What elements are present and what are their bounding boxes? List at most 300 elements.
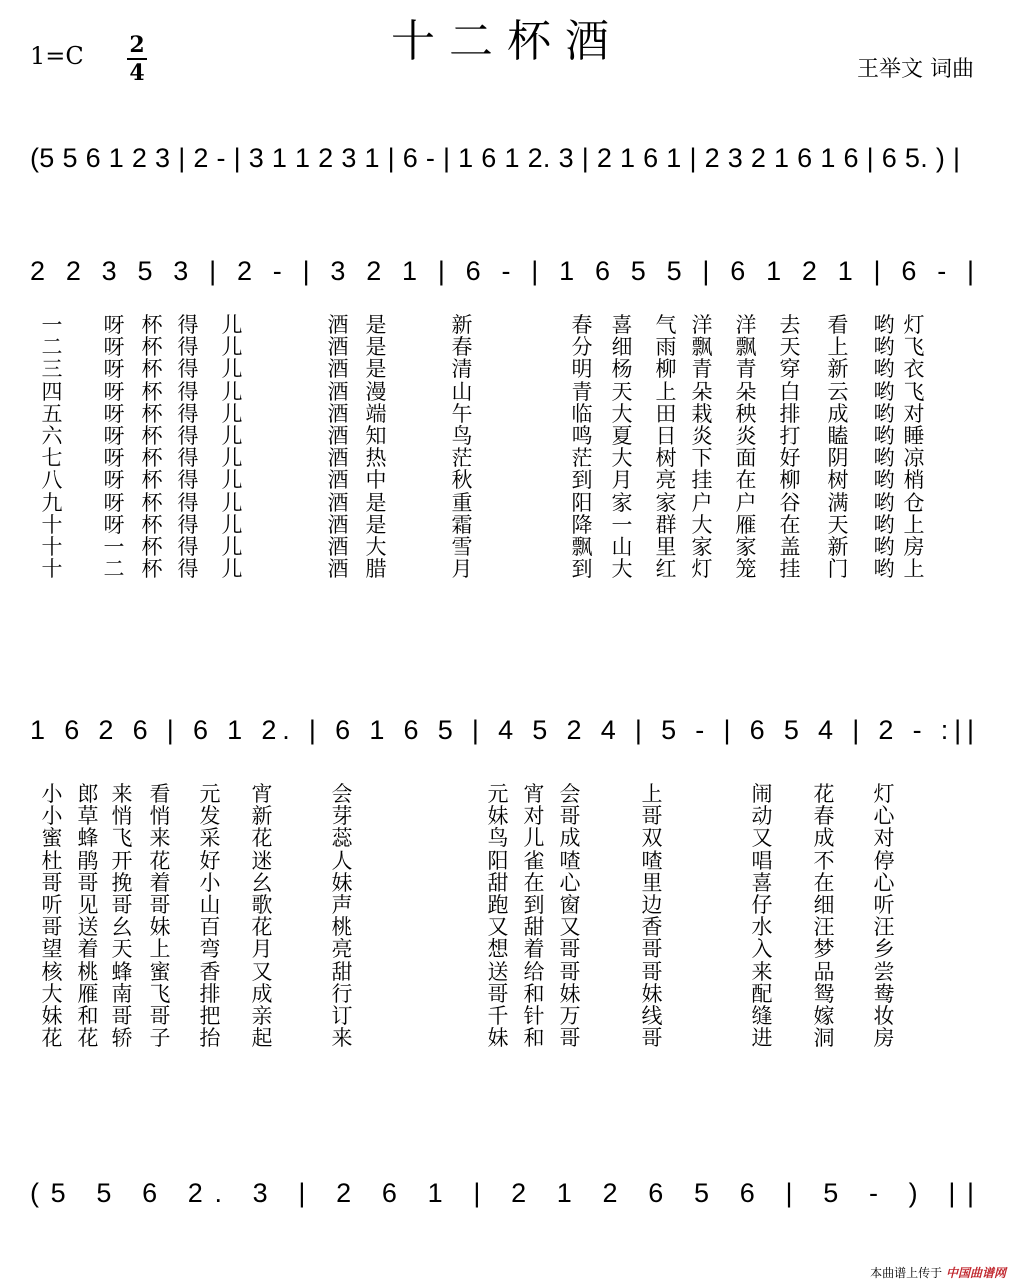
lyric-char: 蜜 bbox=[41, 826, 63, 851]
lyric-char: 桃 bbox=[77, 959, 99, 984]
lyric-char: 杯 bbox=[141, 423, 163, 448]
lyric-char: 春 bbox=[451, 335, 473, 360]
lyric-char: 面 bbox=[735, 446, 757, 471]
lyric-char: 谷 bbox=[779, 490, 801, 515]
lyric-char: 酒 bbox=[327, 468, 349, 493]
lyric-char: 妹 bbox=[559, 981, 581, 1006]
lyric-char: 雨 bbox=[655, 335, 677, 360]
lyric-char: 来 bbox=[751, 959, 773, 984]
lyric-char: 仔 bbox=[751, 892, 773, 917]
lyric-char: 成 bbox=[813, 826, 835, 851]
lyric-char: 得 bbox=[177, 401, 199, 426]
lyric-char: 喜 bbox=[751, 870, 773, 895]
lyric-char: 是 bbox=[365, 335, 387, 360]
lyric-char: 飞 bbox=[111, 826, 133, 851]
lyric-char: 睡 bbox=[903, 423, 925, 448]
lyric-char: 一 bbox=[41, 313, 63, 337]
lyric-char: 幺 bbox=[111, 915, 133, 940]
lyric-char: 着 bbox=[149, 870, 171, 895]
lyric-char: 在 bbox=[779, 512, 801, 537]
lyric-char: 妹 bbox=[487, 1026, 509, 1051]
lyric-char: 哟 bbox=[873, 534, 895, 559]
lyric-char: 窗 bbox=[559, 892, 581, 917]
lyric-char: 开 bbox=[111, 848, 133, 873]
lyric-char: 霜 bbox=[451, 512, 473, 537]
lyric-char: 在 bbox=[523, 870, 545, 895]
lyric-char: 心 bbox=[873, 804, 895, 829]
lyric-char: 降 bbox=[571, 512, 593, 537]
lyric-char: 对 bbox=[873, 826, 895, 851]
notation-line-2-text: 2 2 3 5 3 | 2 - | 3 2 1 | 6 - | 1 6 5 5 | 6 1 2 1 | 6 - | bbox=[30, 256, 975, 286]
lyric-char: 下 bbox=[691, 446, 713, 471]
lyric-char: 新 bbox=[827, 534, 849, 559]
lyric-char: 哥 bbox=[41, 915, 63, 940]
lyric-line bbox=[30, 536, 930, 558]
lyric-char: 树 bbox=[827, 468, 849, 493]
lyric-char: 妹 bbox=[331, 870, 353, 895]
key-signature: 1=C bbox=[30, 42, 84, 70]
lyric-char: 天 bbox=[111, 937, 133, 962]
lyric-char: 山 bbox=[199, 892, 221, 917]
lyric-char: 哟 bbox=[873, 557, 895, 582]
source-footer bbox=[870, 1264, 1006, 1281]
notation-line-1-svg bbox=[30, 133, 984, 179]
lyric-char: 儿 bbox=[221, 512, 243, 537]
lyric-char: 看 bbox=[827, 313, 849, 337]
time-signature-bottom: 4 bbox=[129, 60, 145, 86]
lyric-char: 又 bbox=[751, 826, 773, 851]
lyric-char: 杯 bbox=[141, 534, 163, 559]
lyric-char: 里 bbox=[655, 534, 677, 559]
lyric-char: 又 bbox=[559, 915, 581, 940]
lyric-char: 呀 bbox=[103, 357, 125, 382]
lyric-char: 到 bbox=[523, 892, 545, 917]
lyric-char: 飞 bbox=[903, 379, 925, 404]
lyric-char: 南 bbox=[111, 981, 133, 1006]
lyric-char: 鸟 bbox=[487, 826, 509, 851]
lyric-char: 花 bbox=[77, 1026, 99, 1051]
lyric-char: 大 bbox=[365, 534, 387, 559]
lyric-char: 成 bbox=[251, 981, 273, 1006]
lyric-char: 郎 bbox=[77, 782, 99, 806]
lyric-char: 来 bbox=[149, 826, 171, 851]
lyric-char: 树 bbox=[655, 446, 677, 471]
lyric-char: 上 bbox=[641, 782, 663, 806]
lyric-char: 哥 bbox=[641, 959, 663, 984]
lyric-char: 家 bbox=[611, 490, 633, 515]
lyric-char: 去 bbox=[779, 313, 801, 337]
lyric-char: 五 bbox=[41, 401, 63, 426]
lyric-char: 哥 bbox=[641, 937, 663, 962]
lyric-char: 鸳 bbox=[813, 981, 835, 1006]
lyric-char: 亮 bbox=[655, 468, 677, 493]
lyric-char: 好 bbox=[779, 446, 801, 471]
lyric-char: 雁 bbox=[735, 512, 757, 537]
lyric-char: 呀 bbox=[103, 335, 125, 360]
lyric-char: 上 bbox=[903, 512, 925, 537]
lyric-char: 炎 bbox=[691, 423, 713, 448]
lyric-char: 天 bbox=[827, 512, 849, 537]
lyric-char: 哟 bbox=[873, 379, 895, 404]
lyric-line bbox=[30, 1027, 930, 1049]
lyric-char: 呀 bbox=[103, 313, 125, 337]
lyric-line bbox=[30, 492, 930, 514]
lyric-char: 酒 bbox=[327, 335, 349, 360]
lyric-char: 杨 bbox=[611, 357, 633, 382]
lyric-char: 细 bbox=[611, 335, 633, 360]
lyric-char: 着 bbox=[77, 937, 99, 962]
lyric-char: 儿 bbox=[221, 401, 243, 426]
lyric-char: 四 bbox=[41, 379, 63, 404]
lyric-char: 汪 bbox=[873, 915, 895, 940]
lyric-char: 杯 bbox=[141, 357, 163, 382]
lyric-char: 心 bbox=[873, 870, 895, 895]
lyric-char: 缝 bbox=[751, 1003, 773, 1028]
lyric-char: 鸟 bbox=[451, 423, 473, 448]
lyric-char: 灯 bbox=[873, 782, 895, 806]
lyric-line bbox=[30, 983, 930, 1005]
lyric-char: 二 bbox=[41, 335, 63, 360]
lyric-char: 笼 bbox=[735, 557, 757, 582]
lyric-char: 又 bbox=[251, 959, 273, 984]
lyric-line bbox=[30, 447, 930, 469]
lyric-char: 送 bbox=[77, 915, 99, 940]
lyric-char: 妹 bbox=[487, 804, 509, 829]
lyric-char: 六 bbox=[41, 423, 63, 448]
lyric-char: 酒 bbox=[327, 534, 349, 559]
lyric-char: 仓 bbox=[903, 490, 925, 515]
lyric-char: 盖 bbox=[779, 534, 801, 559]
lyric-char: 对 bbox=[523, 804, 545, 829]
author-credit: 王举文 词曲 bbox=[857, 57, 974, 82]
lyric-char: 家 bbox=[655, 490, 677, 515]
footer-brand-logo[interactable]: 中国曲谱网 bbox=[945, 1266, 1006, 1280]
lyric-char: 凉 bbox=[903, 446, 925, 471]
lyric-char: 挂 bbox=[779, 557, 801, 582]
lyric-char: 起 bbox=[251, 1026, 273, 1051]
lyric-char: 得 bbox=[177, 490, 199, 515]
lyric-char: 夏 bbox=[611, 423, 633, 448]
lyric-char: 十 bbox=[41, 512, 63, 537]
lyric-char: 花 bbox=[251, 915, 273, 940]
lyric-char: 订 bbox=[331, 1003, 353, 1028]
lyric-char: 洞 bbox=[813, 1026, 835, 1051]
lyric-char: 热 bbox=[365, 446, 387, 471]
lyric-char: 人 bbox=[331, 848, 353, 873]
lyric-char: 迷 bbox=[251, 848, 273, 873]
lyric-line bbox=[30, 336, 930, 358]
lyric-char: 千 bbox=[487, 1003, 509, 1028]
lyric-char: 雪 bbox=[451, 534, 473, 559]
lyric-char: 得 bbox=[177, 512, 199, 537]
lyric-char: 甜 bbox=[331, 959, 353, 984]
lyric-char: 是 bbox=[365, 490, 387, 515]
lyric-char: 酒 bbox=[327, 379, 349, 404]
lyric-char: 梦 bbox=[813, 937, 835, 962]
lyric-char: 月 bbox=[451, 557, 473, 582]
lyric-char: 送 bbox=[487, 959, 509, 984]
lyric-char: 上 bbox=[655, 379, 677, 404]
lyric-char: 草 bbox=[77, 804, 99, 829]
lyric-char: 阳 bbox=[487, 848, 509, 873]
lyric-char: 进 bbox=[751, 1026, 773, 1051]
lyric-char: 小 bbox=[199, 870, 221, 895]
lyric-char: 雀 bbox=[523, 848, 545, 873]
lyric-char: 呀 bbox=[103, 423, 125, 448]
notation-line-2 bbox=[30, 246, 984, 292]
lyric-char: 对 bbox=[903, 401, 925, 426]
lyric-char: 呀 bbox=[103, 446, 125, 471]
lyric-char: 蜜 bbox=[149, 959, 171, 984]
notation-line-1 bbox=[30, 133, 984, 179]
lyric-line bbox=[30, 514, 930, 536]
lyric-char: 悄 bbox=[149, 804, 171, 829]
lyric-char: 哟 bbox=[873, 468, 895, 493]
lyric-char: 望 bbox=[41, 937, 63, 962]
lyric-char: 哟 bbox=[873, 490, 895, 515]
lyric-line bbox=[30, 1005, 930, 1027]
lyric-char: 唱 bbox=[751, 848, 773, 873]
lyric-char: 来 bbox=[111, 782, 133, 806]
lyric-char: 线 bbox=[641, 1003, 663, 1028]
lyric-char: 杯 bbox=[141, 379, 163, 404]
lyric-char: 新 bbox=[451, 313, 473, 337]
lyric-char: 到 bbox=[571, 468, 593, 493]
lyric-char: 飘 bbox=[691, 335, 713, 360]
lyric-char: 秧 bbox=[735, 401, 757, 426]
lyric-char: 春 bbox=[813, 804, 835, 829]
lyric-char: 清 bbox=[451, 357, 473, 382]
lyric-char: 不 bbox=[813, 848, 835, 873]
lyrics-verse-1 bbox=[30, 314, 930, 580]
lyric-char: 得 bbox=[177, 534, 199, 559]
lyric-char: 午 bbox=[451, 401, 473, 426]
lyric-char: 芽 bbox=[331, 804, 353, 829]
lyric-char: 花 bbox=[149, 848, 171, 873]
lyric-line bbox=[30, 938, 930, 960]
lyric-char: 是 bbox=[365, 313, 387, 337]
lyric-char: 儿 bbox=[221, 423, 243, 448]
lyric-char: 天 bbox=[779, 335, 801, 360]
lyric-char: 鸣 bbox=[571, 423, 593, 448]
lyric-char: 杯 bbox=[141, 468, 163, 493]
lyric-line bbox=[30, 850, 930, 872]
notation-line-3-svg bbox=[30, 705, 984, 751]
lyric-char: 呀 bbox=[103, 490, 125, 515]
lyric-char: 得 bbox=[177, 379, 199, 404]
lyric-char: 哥 bbox=[77, 870, 99, 895]
lyric-char: 酒 bbox=[327, 512, 349, 537]
lyric-char: 嫁 bbox=[813, 1003, 835, 1028]
lyric-char: 中 bbox=[365, 468, 387, 493]
notation-line-3 bbox=[30, 705, 984, 751]
lyric-char: 春 bbox=[571, 313, 593, 337]
lyric-char: 飘 bbox=[735, 335, 757, 360]
lyric-char: 家 bbox=[691, 534, 713, 559]
lyric-char: 洋 bbox=[735, 313, 757, 337]
lyric-char: 户 bbox=[735, 490, 757, 515]
lyric-char: 哥 bbox=[111, 1003, 133, 1028]
lyric-char: 亮 bbox=[331, 937, 353, 962]
lyric-char: 核 bbox=[41, 959, 63, 984]
lyric-char: 得 bbox=[177, 313, 199, 337]
lyric-char: 灯 bbox=[691, 557, 713, 582]
lyric-char: 蜂 bbox=[77, 826, 99, 851]
lyric-char: 田 bbox=[655, 401, 677, 426]
lyric-char: 百 bbox=[199, 915, 221, 940]
lyric-char: 上 bbox=[903, 557, 925, 582]
lyric-char: 儿 bbox=[221, 446, 243, 471]
lyric-char: 悄 bbox=[111, 804, 133, 829]
lyric-char: 呀 bbox=[103, 379, 125, 404]
lyric-char: 看 bbox=[149, 782, 171, 806]
lyric-char: 好 bbox=[199, 848, 221, 873]
lyric-char: 朵 bbox=[735, 379, 757, 404]
time-signature bbox=[127, 34, 147, 84]
song-title: 十二杯酒 bbox=[391, 16, 623, 67]
lyric-char: 哥 bbox=[487, 981, 509, 1006]
lyric-char: 杯 bbox=[141, 401, 163, 426]
lyric-char: 儿 bbox=[221, 313, 243, 337]
lyric-char: 万 bbox=[559, 1003, 581, 1028]
lyric-char: 酒 bbox=[327, 490, 349, 515]
lyric-char: 在 bbox=[735, 468, 757, 493]
lyric-char: 得 bbox=[177, 468, 199, 493]
lyric-char: 呀 bbox=[103, 468, 125, 493]
lyric-line bbox=[30, 358, 930, 380]
lyric-char: 飘 bbox=[571, 534, 593, 559]
lyric-char: 打 bbox=[779, 423, 801, 448]
lyric-char: 酒 bbox=[327, 401, 349, 426]
lyric-char: 入 bbox=[751, 937, 773, 962]
lyric-char: 声 bbox=[331, 892, 353, 917]
lyric-char: 大 bbox=[611, 446, 633, 471]
lyric-char: 得 bbox=[177, 423, 199, 448]
lyric-char: 动 bbox=[751, 804, 773, 829]
notation-line-2-svg bbox=[30, 246, 984, 292]
lyric-char: 分 bbox=[571, 335, 593, 360]
lyric-char: 里 bbox=[641, 870, 663, 895]
lyric-char: 把 bbox=[199, 1003, 221, 1028]
lyric-char: 妹 bbox=[149, 915, 171, 940]
lyric-char: 哥 bbox=[641, 1026, 663, 1051]
lyric-char: 得 bbox=[177, 557, 199, 582]
lyric-char: 穿 bbox=[779, 357, 801, 382]
lyric-char: 杯 bbox=[141, 512, 163, 537]
lyric-char: 满 bbox=[827, 490, 849, 515]
lyric-char: 哥 bbox=[641, 804, 663, 829]
lyric-char: 是 bbox=[365, 357, 387, 382]
lyric-char: 新 bbox=[251, 804, 273, 829]
lyric-char: 在 bbox=[813, 870, 835, 895]
lyric-char: 呀 bbox=[103, 401, 125, 426]
lyric-char: 房 bbox=[873, 1026, 895, 1051]
lyric-char: 妆 bbox=[873, 1003, 895, 1028]
lyric-char: 家 bbox=[735, 534, 757, 559]
lyric-char: 甜 bbox=[523, 915, 545, 940]
lyric-char: 得 bbox=[177, 446, 199, 471]
lyric-char: 想 bbox=[487, 937, 509, 962]
lyric-char: 停 bbox=[873, 848, 895, 873]
lyric-char: 端 bbox=[365, 401, 387, 426]
lyric-char: 腊 bbox=[365, 557, 387, 582]
lyric-char: 蕊 bbox=[331, 826, 353, 851]
lyric-char: 云 bbox=[827, 379, 849, 404]
lyric-char: 得 bbox=[177, 335, 199, 360]
lyric-char: 儿 bbox=[221, 379, 243, 404]
lyric-char: 柳 bbox=[779, 468, 801, 493]
lyric-char: 哥 bbox=[149, 1003, 171, 1028]
lyric-char: 大 bbox=[41, 981, 63, 1006]
lyric-char: 幺 bbox=[251, 870, 273, 895]
lyric-char: 亲 bbox=[251, 1003, 273, 1028]
lyric-char: 门 bbox=[827, 557, 849, 582]
lyric-char: 配 bbox=[751, 981, 773, 1006]
lyric-line bbox=[30, 314, 930, 336]
lyric-char: 双 bbox=[641, 826, 663, 851]
lyric-char: 茫 bbox=[571, 446, 593, 471]
lyric-char: 群 bbox=[655, 512, 677, 537]
lyric-char: 发 bbox=[199, 804, 221, 829]
lyric-char: 飞 bbox=[149, 981, 171, 1006]
lyric-char: 临 bbox=[571, 401, 593, 426]
lyric-char: 儿 bbox=[221, 534, 243, 559]
lyric-line bbox=[30, 469, 930, 491]
lyric-char: 上 bbox=[149, 937, 171, 962]
lyric-char: 桃 bbox=[331, 915, 353, 940]
lyric-char: 秋 bbox=[451, 468, 473, 493]
lyric-char: 上 bbox=[827, 335, 849, 360]
lyric-char: 得 bbox=[177, 357, 199, 382]
lyric-char: 花 bbox=[251, 826, 273, 851]
lyric-char: 二 bbox=[103, 557, 125, 582]
notation-line-4-svg bbox=[30, 1168, 984, 1214]
lyric-char: 酒 bbox=[327, 557, 349, 582]
lyric-char: 和 bbox=[523, 981, 545, 1006]
lyric-char: 儿 bbox=[221, 357, 243, 382]
lyric-char: 气 bbox=[655, 313, 677, 337]
lyric-char: 酒 bbox=[327, 446, 349, 471]
lyric-char: 子 bbox=[149, 1026, 171, 1051]
lyric-char: 抬 bbox=[199, 1026, 221, 1051]
lyric-char: 哟 bbox=[873, 446, 895, 471]
lyric-char: 听 bbox=[873, 892, 895, 917]
lyric-line bbox=[30, 916, 930, 938]
lyrics-verse-2 bbox=[30, 783, 930, 1049]
lyric-char: 儿 bbox=[221, 468, 243, 493]
lyric-line bbox=[30, 558, 930, 580]
lyric-char: 哟 bbox=[873, 401, 895, 426]
lyric-char: 喜 bbox=[611, 313, 633, 337]
lyric-char: 跑 bbox=[487, 892, 509, 917]
lyric-char: 会 bbox=[559, 782, 581, 806]
lyric-char: 香 bbox=[199, 959, 221, 984]
lyric-char: 成 bbox=[827, 401, 849, 426]
lyric-char: 哥 bbox=[111, 892, 133, 917]
lyric-char: 宵 bbox=[523, 782, 545, 806]
lyric-line bbox=[30, 425, 930, 447]
lyric-char: 杜 bbox=[41, 848, 63, 873]
time-signature-top: 2 bbox=[129, 32, 145, 58]
lyric-char: 行 bbox=[331, 981, 353, 1006]
lyric-line bbox=[30, 894, 930, 916]
lyric-char: 鹃 bbox=[77, 848, 99, 873]
lyric-char: 排 bbox=[779, 401, 801, 426]
lyric-char: 花 bbox=[41, 1026, 63, 1051]
lyric-char: 瞌 bbox=[827, 423, 849, 448]
lyric-char: 鸯 bbox=[873, 981, 895, 1006]
lyric-char: 和 bbox=[77, 1003, 99, 1028]
